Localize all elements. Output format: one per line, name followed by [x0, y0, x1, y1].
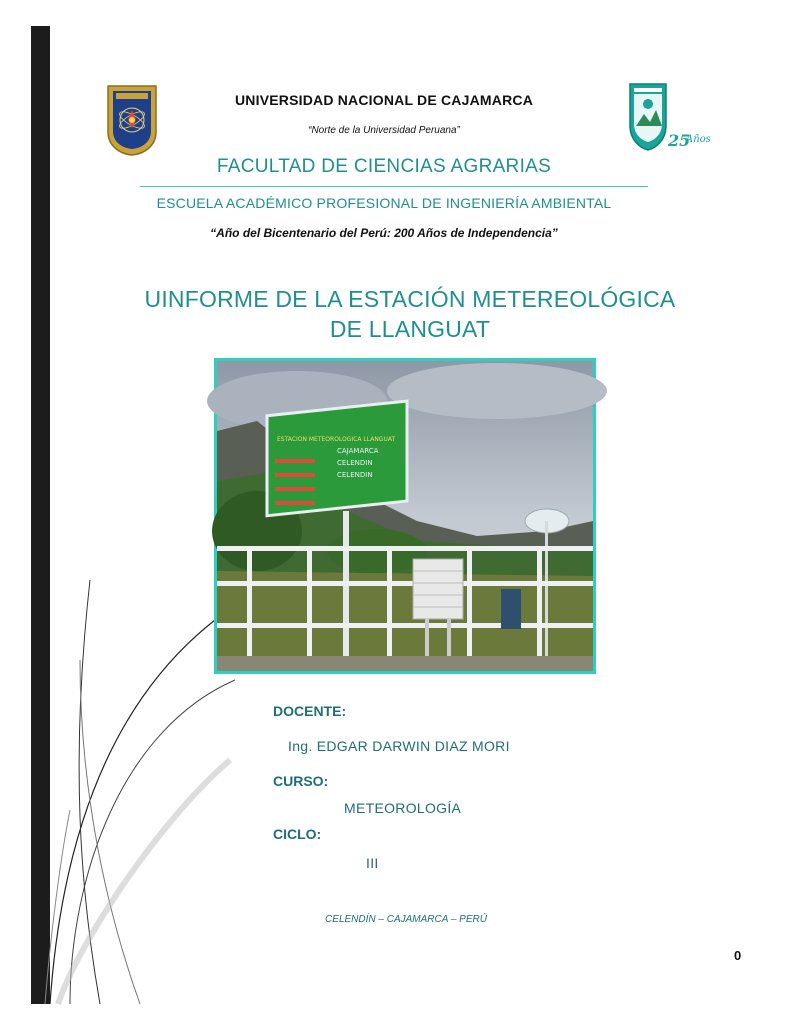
docente-label: DOCENTE:	[273, 703, 347, 719]
page-number: 0	[734, 948, 742, 963]
ciclo-label: CICLO:	[273, 826, 322, 842]
weather-station-photo-illustration	[217, 361, 593, 671]
sign-line-1: ESTACION METEOROLOGICA LLANGUAT	[277, 436, 396, 443]
svg-text:Años: Años	[686, 134, 711, 145]
sign-line-3: CELENDIN	[337, 459, 373, 467]
docente-value: Ing. EDGAR DARWIN DIAZ MORI	[288, 738, 510, 754]
year-motto: “Año del Bicentenario del Perú: 200 Años de Independencia”	[210, 226, 558, 240]
curso-label: CURSO:	[273, 773, 329, 789]
faculty-divider	[140, 186, 648, 187]
university-name: UNIVERSIDAD NACIONAL DE CAJAMARCA	[234, 92, 534, 108]
decorative-curves	[40, 560, 240, 1004]
report-title-line-1: UINFORME DE LA ESTACIÓN METEREOLÓGICA	[144, 286, 676, 312]
university-motto: “Norte de la Universidad Peruana”	[308, 125, 460, 136]
location-footer: CELENDÍN – CAJAMARCA – PERÚ	[325, 914, 487, 925]
svg-text:25: 25	[668, 131, 691, 150]
sign-line-4: CELENDIN	[337, 471, 373, 479]
report-title-line-2: DE LLANGUAT	[329, 316, 491, 342]
sign-line-2: CAJAMARCA	[337, 447, 379, 455]
report-title	[110, 284, 710, 344]
weather-station-photo	[214, 358, 596, 674]
curso-value: METEOROLOGÍA	[344, 800, 462, 816]
school-name: ESCUELA ACADÉMICO PROFESIONAL DE INGENIERÍA AMBIENTAL	[156, 195, 612, 211]
ciclo-value: III	[366, 855, 379, 871]
faculty-name: FACULTAD DE CIENCIAS AGRARIAS	[216, 156, 552, 177]
